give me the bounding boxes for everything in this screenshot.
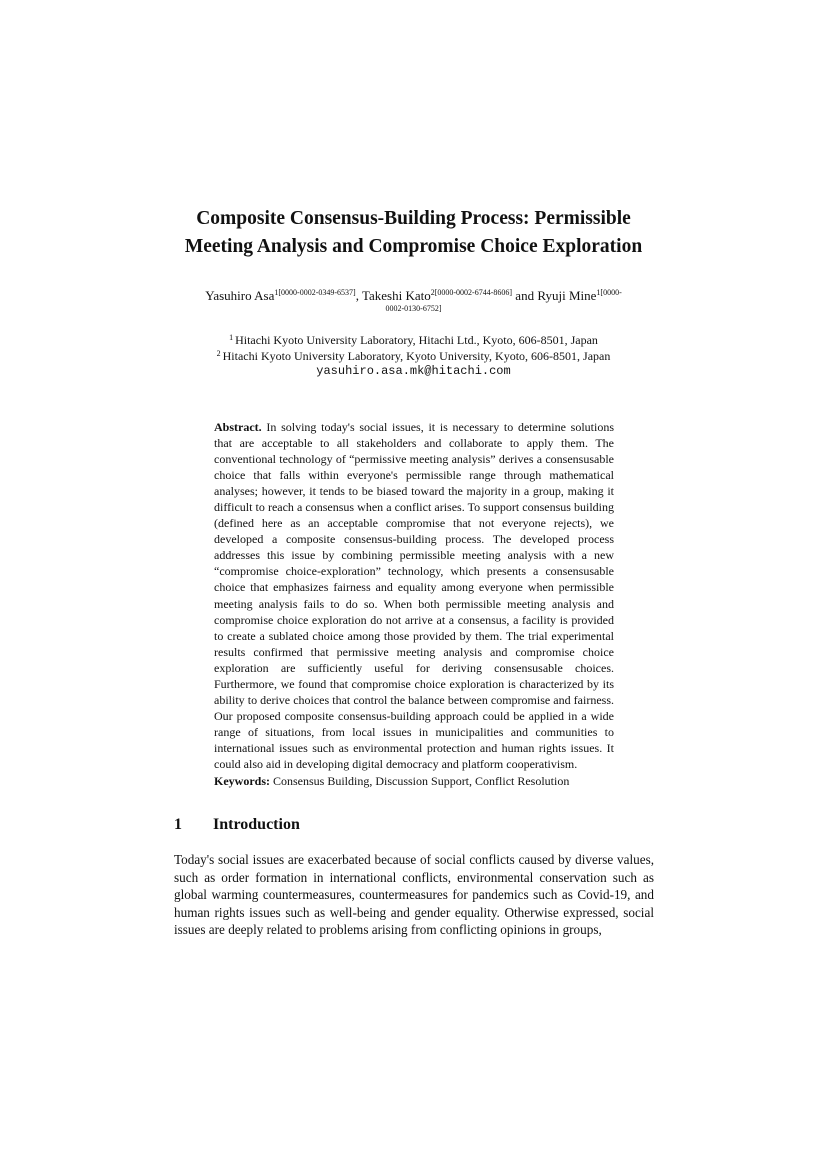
affiliation-mark: 1 <box>229 333 234 342</box>
keywords-text: Consensus Building, Discussion Support, Conflict Resolution <box>273 774 570 788</box>
affiliations <box>150 333 677 380</box>
author-list <box>150 287 677 315</box>
affiliation-2 <box>150 349 677 365</box>
affiliation-text: Hitachi Kyoto University Laboratory, Hitachi Ltd., Kyoto, 606-8501, Japan <box>235 333 598 347</box>
keywords-label: Keywords: <box>214 774 270 788</box>
section-heading <box>174 815 300 835</box>
author-orcid-continued: 0002-0130-6752] <box>385 304 442 313</box>
title-line-2: Meeting Analysis and Compromise Choice Exploration <box>184 236 643 257</box>
intro-paragraph: Today's social issues are exacerbated because of social conflicts caused by diverse values, such as order formation in international conflicts, environmental conservation such as global warming countermeasures, countermeasures for pandemics such as Covid-19, and human rights issues such as well-being and gender equality. Otherwise expressed, social issues are deeply related to problems arising from conflicting opinions in groups, <box>174 852 654 938</box>
abstract-label: Abstract. <box>214 420 262 434</box>
contact-email: yasuhiro.asa.mk@hitachi.com <box>316 364 511 378</box>
author-orcid: 1[0000- <box>596 288 622 297</box>
title-line-1: Composite Consensus-Building Process: Permissible <box>196 208 631 229</box>
abstract-text: In solving today's social issues, it is necessary to determine solutions that are acceptable to all stakeholders and collaborate to apply them. The conventional technology of “permissive meeting analysis” derives a consensusable choice that falls within everyone's permissible range through mathematical analyses; however, it tends to be biased toward the majority in a group, making it difficult to reach a consensus when a conflict arises. To support consensus building (defined here as an acceptable compromise that not everyone rejects), we developed a composite consensus-building process. The developed process addresses this issue by combining permissible meeting analysis with a new “compromise choice-exploration” technology, which presents a consensusable choice that emphasizes fairness and equality among everyone when permissible meeting analysis fails to do so. When both permissible meeting analysis and compromise choice exploration do not arrive at a consensus, a facility is provided to create a sublated choice among those provided by them. The trial experimental results confirmed that permissive meeting analysis and compromise choice exploration are sufficiently useful for deriving consensusable choices. Furthermore, we found that compromise choice exploration is characterized by its ability to derive choices that control the balance between compromise and fairness. Our proposed composite consensus-building approach could be applied in a wide range of situations, from local issues in municipalities and communities to international issues such as environmental protection and human rights issues. It could also aid in developing digital democracy and platform cooperativism. <box>214 420 614 771</box>
author-orcid: 2[0000-0002-6744-8606] <box>430 288 513 297</box>
section-title: Introduction <box>213 816 300 833</box>
author-separator: and <box>512 288 538 303</box>
author-separator: , <box>355 288 362 303</box>
abstract <box>214 419 614 772</box>
author-orcid: 1[0000-0002-0349-6537] <box>274 288 356 297</box>
author-name: Takeshi Kato <box>361 288 431 303</box>
keywords <box>214 773 634 789</box>
affiliation-text: Hitachi Kyoto University Laboratory, Kyoto University, Kyoto, 606-8501, Japan <box>222 348 611 363</box>
paper-title <box>130 205 697 261</box>
section-number: 1 <box>174 816 182 833</box>
author-name: Ryuji Mine <box>537 288 597 303</box>
author-name: Yasuhiro Asa <box>205 288 275 303</box>
affiliation-mark: 2 <box>216 348 221 358</box>
affiliation-1 <box>150 333 677 349</box>
